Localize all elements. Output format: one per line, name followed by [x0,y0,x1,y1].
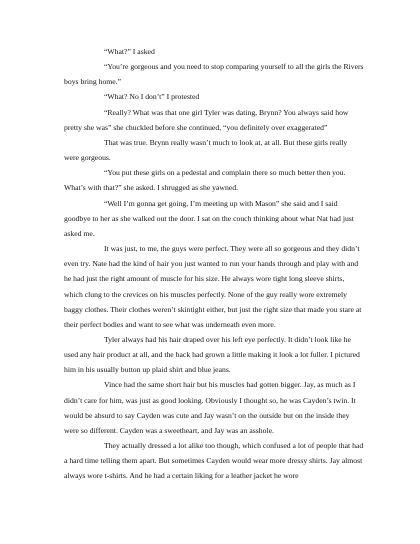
paragraph: They actually dressed a lot alike too though, which confused a lot of people that had a hard time telling them apart. But sometimes Cayden would wear more dressy shirts. Jay almost always wore t-shirts. And he had a certain liking for a leather jacket he wore [64,441,364,481]
body-text [64,44,364,484]
paragraph: “You’re gorgeous and you need to stop comparing yourself to all the girls the Rivers boys bring home.” [64,62,364,87]
paragraph: “You put these girls on a pedestal and complain there so much better then you. What’s with that?” she asked. I shrugged as she yawned. [64,168,346,193]
paragraph: Vince had the same short hair but his muscles had gotten bigger. Jay, as much as I didn’t care for him, was just as good looking. Obviously I thought so, he was Cayden’s twin. It would be absurd to say Cayden was cute and Jay wasn’t on the outside but on the inside they were so different. Cayden was a sweetheart, and Jay was an asshole. [64,380,356,435]
paragraph: “What? No I don’t” I protested [104,92,200,102]
paragraph: That was true. Brynn really wasn’t much to look at, at all. But these girls really were gorgeous. [64,137,348,163]
paragraph: “What?” I asked [104,47,155,56]
paragraph: “Really? What was that one girl Tyler was dating, Brynn? You always said how pretty she was” she chuckled before she continued, “you definitely over exaggerated” [64,107,349,132]
paragraph: “Well I’m gonna get going, I’m meeting up with Mason” she said and I said goodbye to her as she walked out the door. I sat on the couch thinking about what Nat had just asked me. [64,198,354,238]
paragraph: Tyler always had his hair draped over his left eye perfectly. It didn’t look like he used any hair product at all, and the back had grown a little making it look a lot fuller. I pictured him in his usually button up plaid shirt and blue jeans. [64,334,360,375]
paragraph: It was just, to me, the guys were perfect. They were all so gorgeous and they didn’t even try. Nate had the kind of hair you just wanted to run your hands through and play with and he had just the right amount of muscle for his size. He always wore tight long sleeve shirts, which clung to the crevices on his muscles perfectly. None of the guy really wore extremely baggy clothes. Their clothes weren’t skintight either, but just the right size that made you stare at their perfect bodies and want to see what was underneath even more. [64,244,362,329]
